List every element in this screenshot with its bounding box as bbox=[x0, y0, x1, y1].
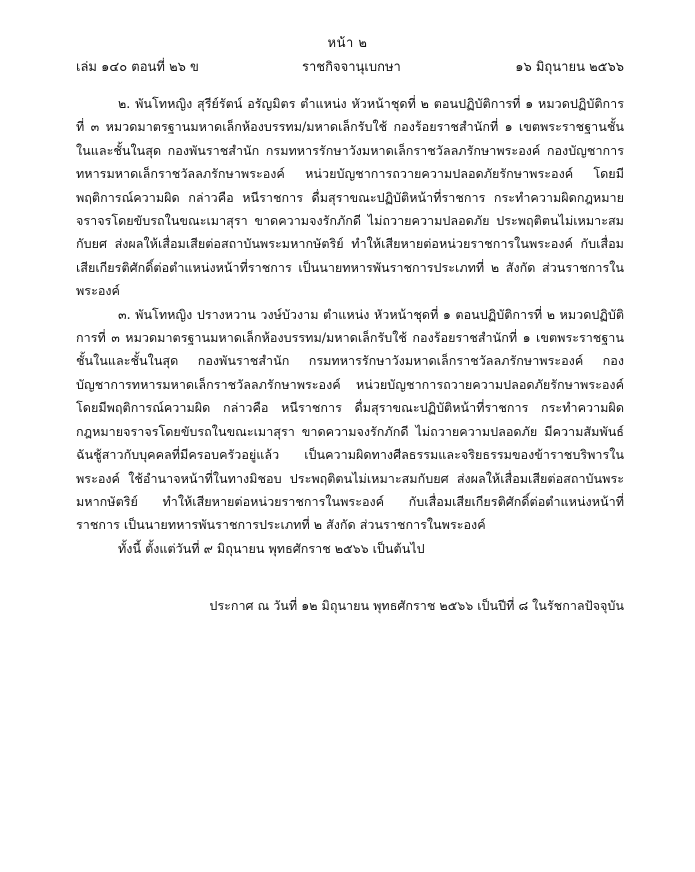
gazette-header bbox=[76, 56, 624, 74]
gazette-title: ราชกิจจานุเบกษา bbox=[302, 60, 401, 75]
publication-date: ๑๖ มิถุนายน ๒๕๖๖ bbox=[515, 60, 624, 75]
paragraph-item-3: ๓. พันโทหญิง ปรางหวาน วงษ์บัวงาม ตำแหน่ง หัวหน้าชุดที่ ๑ ตอนปฏิบัติการที่ ๒ หมวดปฏิบัติการที่ ๓ หมวดมาตรฐานมหาดเล็กห้องบรรทม/มหาดเล็กรับใช้ กองร้อยราชสำนักที่ ๑ เขตพระราชฐานชั้นในและชั้นในสุด กองพันราชสำนัก กรมทหารรักษาวังมหาดเล็กราชวัลลภรักษาพระองค์ กองบัญชาการทหารมหาดเล็กราชวัลลภรักษาพระองค์ หน่วยบัญชาการถวายความปลอดภัยรักษาพระองค์ โดยมีพฤติการณ์ความผิด กล่าวคือ หนีราชการ ดื่มสุราขณะปฏิบัติหน้าที่ราชการ กระทำความผิดกฎหมายจราจรโดยขับรถในขณะเมาสุรา ขาดความจงรักภักดี ไม่ถวายความปลอดภัย มีความสัมพันธ์ฉันชู้สาวกับบุคคลที่มีครอบครัวอยู่แล้ว เป็นความผิดทางศีลธรรมและจริยธรรมของข้าราชบริพารในพระองค์ ใช้อำนาจหน้าที่ในทางมิชอบ ประพฤติตนไม่เหมาะสมกับยศ ส่งผลให้เสื่อมเสียต่อสถาบันพระมหากษัตริย์ ทำให้เสียหายต่อหน่วยราชการในพระองค์ กับเสื่อมเสียเกียรติศักดิ์ต่อตำแหน่งหน้าที่ราชการ เป็นนายทหารพันราชการประเภทที่ ๒ สังกัด ส่วนราชการในพระองค์ bbox=[76, 306, 624, 533]
announcement-body bbox=[76, 92, 624, 560]
volume-issue: เล่ม ๑๔๐ ตอนที่ ๒๖ ข bbox=[76, 60, 199, 75]
effective-date-paragraph: ทั้งนี้ ตั้งแต่วันที่ ๙ มิถุนายน พุทธศักราช ๒๕๖๖ เป็นต้นไป bbox=[118, 540, 425, 556]
page-number: หน้า ๒ bbox=[327, 36, 368, 51]
announcement-closing: ประกาศ ณ วันที่ ๑๒ มิถุนายน พุทธศักราช ๒๕๖๖ เป็นปีที่ ๘ ในรัชกาลปัจจุบัน bbox=[209, 598, 624, 613]
paragraph-item-2: ๒. พันโทหญิง สุรีย์รัตน์ อรัญมิตร ตำแหน่ง หัวหน้าชุดที่ ๒ ตอนปฏิบัติการที่ ๑ หมวดปฏิบัติการที่ ๓ หมวดมาตรฐานมหาดเล็กห้องบรรทม/มหาดเล็กรับใช้ กองร้อยราชสำนักที่ ๑ เขตพระราชฐานชั้นในและชั้นในสุด กองพันราชสำนัก กรมทหารรักษาวังมหาดเล็กราชวัลลภรักษาพระองค์ กองบัญชาการทหารมหาดเล็กราชวัลลภรักษาพระองค์ หน่วยบัญชาการถวายความปลอดภัยรักษาพระองค์ โดยมีพฤติการณ์ความผิด กล่าวคือ หนีราชการ ดื่มสุราขณะปฏิบัติหน้าที่ราชการ กระทำความผิดกฎหมายจราจรโดยขับรถในขณะเมาสุรา ขาดความจงรักภักดี ไม่ถวายความปลอดภัย ประพฤติตนไม่เหมาะสมกับยศ ส่งผลให้เสื่อมเสียต่อสถาบันพระมหากษัตริย์ ทำให้เสียหายต่อหน่วยราชการในพระองค์ กับเสื่อมเสียเกียรติศักดิ์ต่อตำแหน่งหน้าที่ราชการ เป็นนายทหารพันราชการประเภทที่ ๒ สังกัด ส่วนราชการในพระองค์ bbox=[76, 96, 624, 299]
